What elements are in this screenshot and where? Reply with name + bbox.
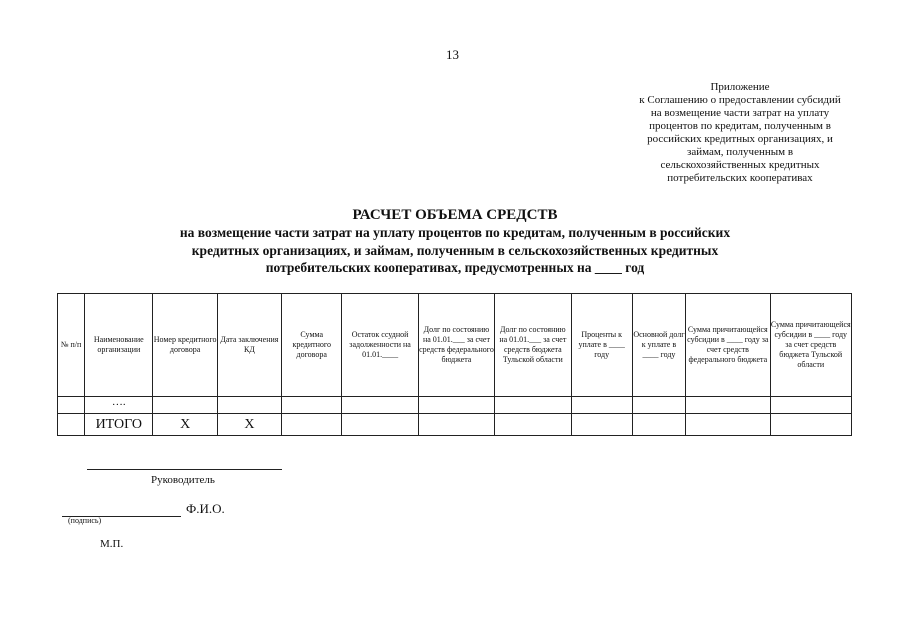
total-row bbox=[58, 414, 852, 436]
table-cell bbox=[342, 397, 418, 414]
header-cell: Основной долг к уплате в ____ году bbox=[632, 294, 685, 397]
appendix-line: потребительских кооперативах bbox=[667, 172, 813, 184]
table-cell: Х bbox=[217, 414, 281, 436]
table-cell bbox=[153, 397, 217, 414]
table-cell bbox=[217, 397, 281, 414]
header-cell: Сумма кредитного договора bbox=[282, 294, 342, 397]
fio-label: Ф.И.О. bbox=[186, 501, 225, 516]
header-cell: Номер кредитного договора bbox=[153, 294, 217, 397]
header-cell: Долг по состоянию на 01.01.___ за счет средств бюджета Тульской области bbox=[495, 294, 571, 397]
table-cell bbox=[418, 414, 494, 436]
table-cell bbox=[686, 397, 770, 414]
table-cell bbox=[58, 414, 85, 436]
stamp-label: М.П. bbox=[100, 538, 124, 550]
table-cell bbox=[770, 414, 852, 436]
appendix-note bbox=[590, 81, 890, 185]
total-label: ИТОГО bbox=[85, 414, 153, 436]
header-cell: Наименование организации bbox=[85, 294, 153, 397]
header-cell: Долг по состоянию на 01.01.___ за счет средств федерального бюджета bbox=[418, 294, 494, 397]
table-cell: Х bbox=[153, 414, 217, 436]
title-main: РАСЧЕТ ОБЪЕМА СРЕДСТВ bbox=[352, 207, 558, 223]
title-line: потребительских кооперативах, предусмотренных на ____ год bbox=[265, 260, 645, 275]
table-header-row bbox=[58, 294, 852, 397]
table-cell bbox=[282, 414, 342, 436]
table-cell bbox=[58, 397, 85, 414]
document-title bbox=[60, 206, 850, 277]
appendix-line: на возмещение части затрат на уплату bbox=[650, 107, 830, 119]
table-cell: …. bbox=[85, 397, 153, 414]
table-cell bbox=[342, 414, 418, 436]
table-cell bbox=[770, 397, 852, 414]
signature-label: (подпись) bbox=[68, 516, 102, 525]
appendix-line: российских кредитных организациях, и bbox=[647, 133, 833, 145]
header-cell: Проценты к уплате в ____ году bbox=[571, 294, 632, 397]
appendix-line: сельскохозяйственных кредитных bbox=[660, 159, 820, 171]
header-cell: Сумма причитающейся субсидии в ____ году за счет средств бюджета Тульской области bbox=[770, 294, 852, 397]
page-number: 13 bbox=[446, 47, 459, 62]
table-cell bbox=[571, 414, 632, 436]
title-line: кредитных организациях, и займам, полученным в сельскохозяйственных кредитных bbox=[191, 242, 719, 258]
table-cell bbox=[686, 414, 770, 436]
table-cell bbox=[418, 397, 494, 414]
header-cell: № п/п bbox=[58, 294, 85, 397]
table-cell bbox=[571, 397, 632, 414]
calculation-table bbox=[57, 293, 852, 436]
header-cell: Сумма причитающейся субсидии в ____ году за счет средств федерального бюджета bbox=[686, 294, 770, 397]
appendix-line: Приложение bbox=[710, 81, 770, 93]
appendix-line: к Соглашению о предоставлении субсидий bbox=[639, 94, 841, 106]
table-cell bbox=[632, 397, 685, 414]
title-line: на возмещение части затрат на уплату процентов по кредитам, полученным в российских bbox=[179, 225, 731, 240]
head-signature-line bbox=[87, 469, 282, 470]
table-cell bbox=[282, 397, 342, 414]
appendix-line: займам, полученным в bbox=[686, 146, 794, 158]
table-cell bbox=[632, 414, 685, 436]
appendix-line: процентов по кредитам, полученным в bbox=[649, 120, 831, 132]
head-label: Руководитель bbox=[151, 474, 215, 486]
header-cell: Дата заключения КД bbox=[217, 294, 281, 397]
table-row bbox=[58, 397, 852, 414]
table-cell bbox=[495, 397, 571, 414]
table-cell bbox=[495, 414, 571, 436]
header-cell: Остаток ссудной задолженности на 01.01.____ bbox=[342, 294, 418, 397]
